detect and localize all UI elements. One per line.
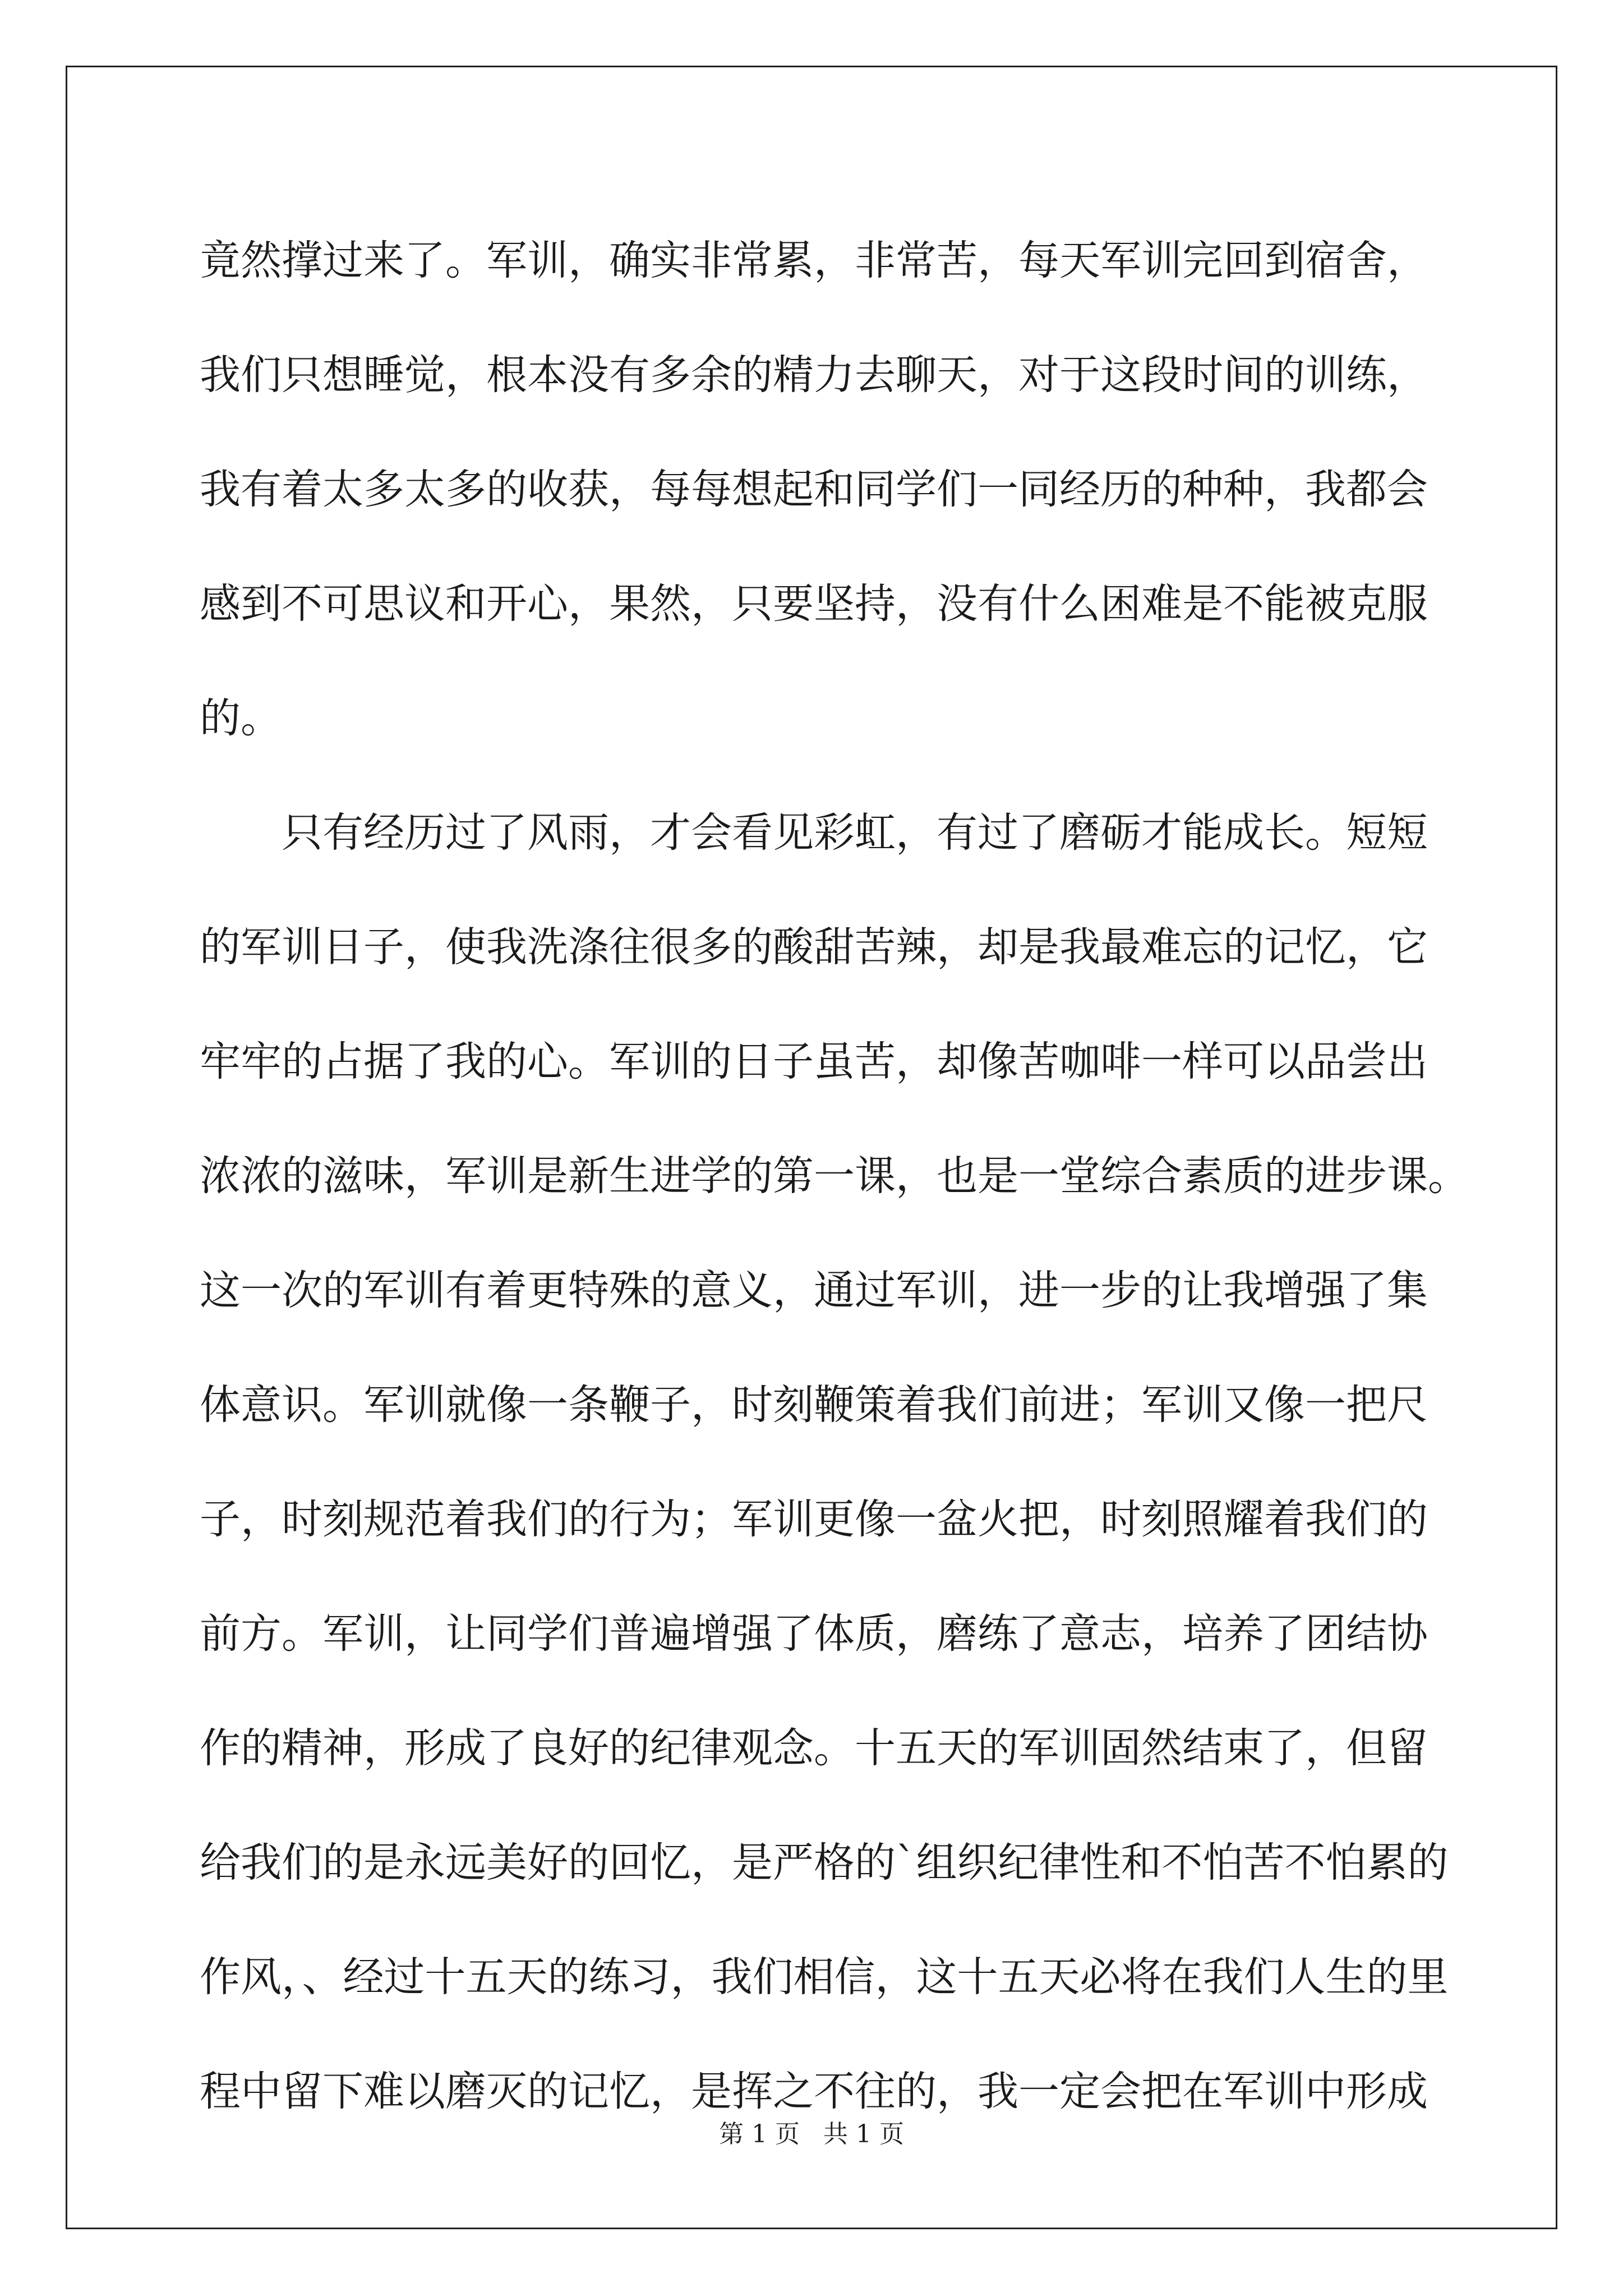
text-line: 作风，、经过十五天的练习，我们相信，这十五天必将在我们人生的里: [200, 1953, 1449, 2001]
text-line: 这一次的军训有着更特殊的意义，通过军训，进一步的让我增强了集: [200, 1267, 1428, 1314]
text-line: 感到不可思议和开心，果然，只要坚持，没有什么困难是不能被克服: [200, 580, 1428, 628]
text-line: 牢牢的占据了我的心。军训的日子虽苦，却像苦咖啡一样可以品尝出: [200, 1038, 1428, 1085]
text-line: 我们只想睡觉，根本没有多余的精力去聊天，对于这段时间的训练，: [200, 351, 1428, 399]
text-line: 的军训日子，使我洗涤往很多的酸甜苦辣，却是我最难忘的记忆，它: [200, 923, 1428, 971]
text-line: 给我们的是永远美好的回忆，是严格的`组织纪律性和不怕苦不怕累的: [200, 1839, 1449, 1887]
text-line: 子，时刻规范着我们的行为；军训更像一盆火把，时刻照耀着我们的: [200, 1496, 1428, 1543]
text-line: 我有着太多太多的收获，每每想起和同学们一同经历的种种，我都会: [200, 466, 1428, 513]
text-line: 程中留下难以磨灭的记忆，是挥之不往的，我一定会把在军训中形成: [200, 2068, 1428, 2115]
text-line: 作的精神，形成了良好的纪律观念。十五天的军训固然结束了，但留: [200, 1724, 1428, 1772]
text-line: 竟然撑过来了。军训，确实非常累，非常苦，每天军训完回到宿舍，: [200, 237, 1428, 284]
text-line: 的。: [200, 694, 282, 742]
text-line: 前方。军训，让同学们普遍增强了体质，磨练了意志，培养了团结协: [200, 1610, 1428, 1658]
page-number-footer: 第 1 页 共 1 页: [719, 2120, 904, 2148]
text-line: 浓浓的滋味，军训是新生进学的第一课，也是一堂综合素质的进步课。: [200, 1152, 1469, 1200]
text-line: 体意识。军训就像一条鞭子，时刻鞭策着我们前进；军训又像一把尺: [200, 1381, 1428, 1429]
text-line-paragraph-start: 只有经历过了风雨，才会看见彩虹，有过了磨砺才能成长。短短: [282, 809, 1428, 857]
